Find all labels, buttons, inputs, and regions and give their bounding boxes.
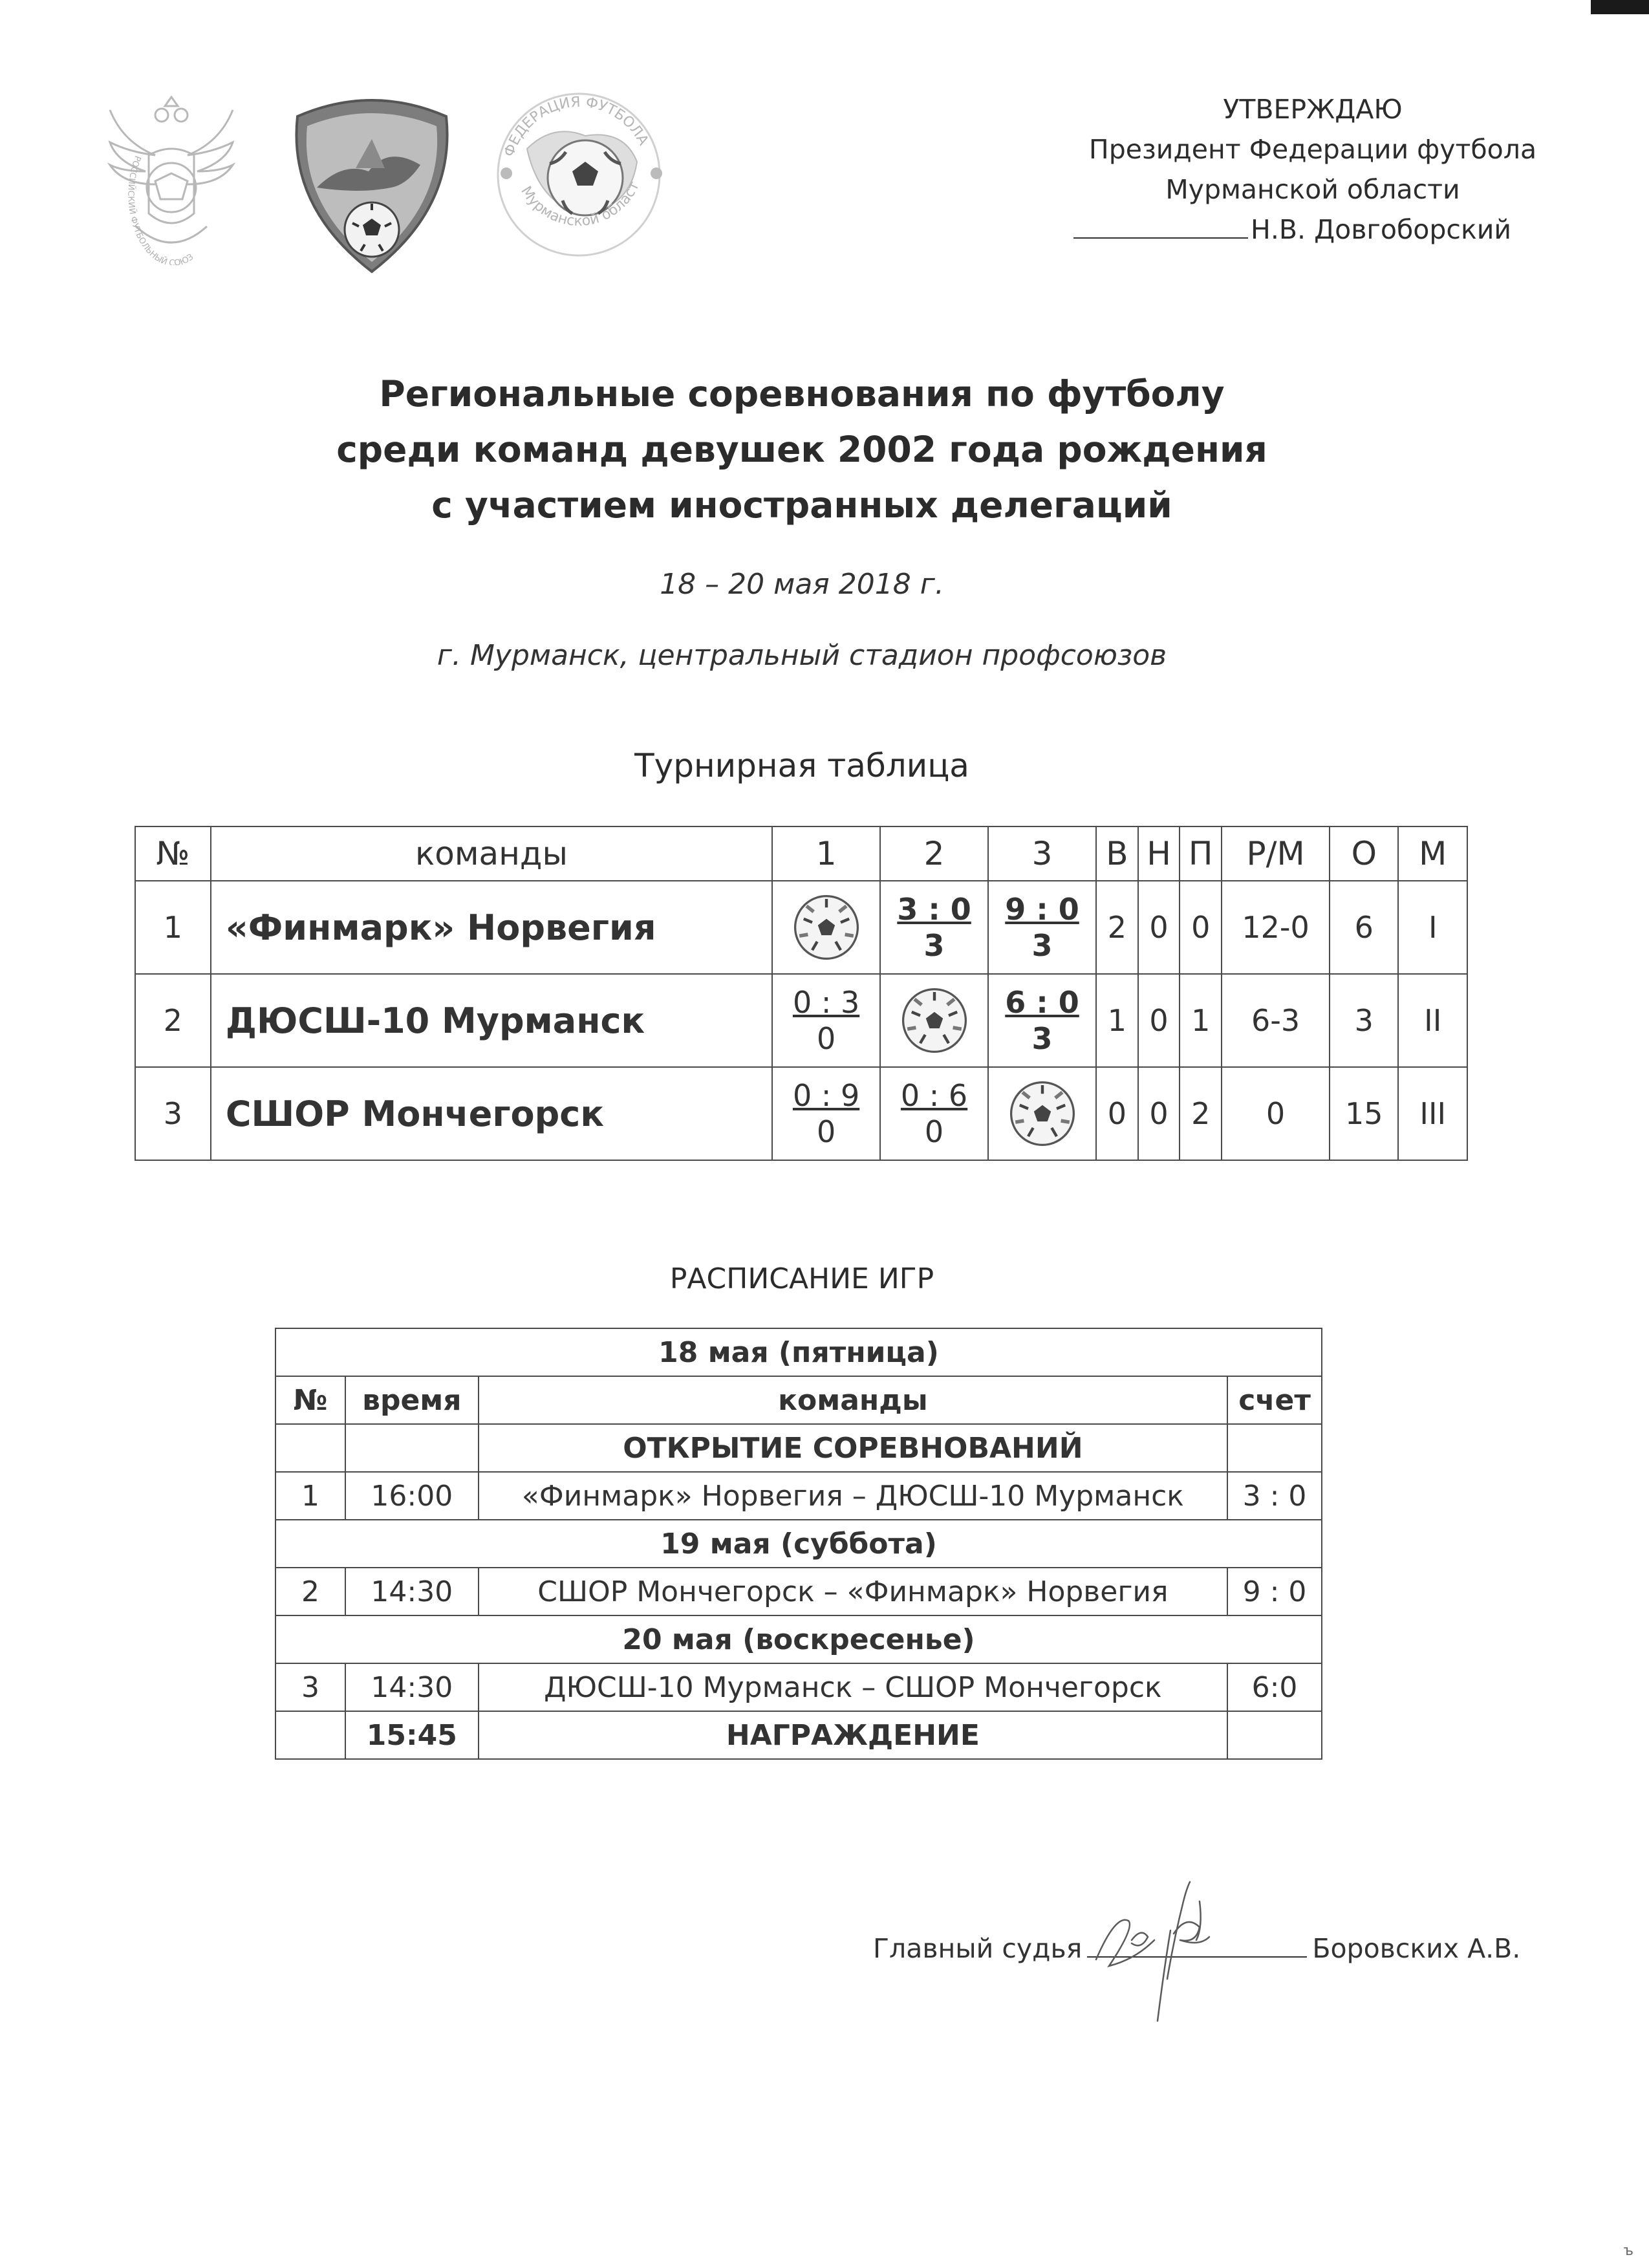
- schedule-row: [275, 1711, 1322, 1759]
- svg-text:ФЕДЕРАЦИЯ ФУТБОЛА: ФЕДЕРАЦИЯ ФУТБОЛА: [501, 94, 652, 159]
- game-number: 3: [275, 1663, 345, 1711]
- draws-value: 0: [1138, 881, 1180, 974]
- match-result: 0 : 9: [792, 1078, 860, 1113]
- header-time: время: [345, 1376, 479, 1424]
- game-time: 14:30: [345, 1663, 479, 1711]
- header-teams: команды: [479, 1376, 1227, 1424]
- game-score: 6:0: [1227, 1663, 1322, 1711]
- schedule-day-row: [275, 1520, 1322, 1568]
- game-number: 2: [275, 1568, 345, 1615]
- row-number: 2: [135, 974, 211, 1067]
- header-place: М: [1398, 826, 1467, 881]
- self-match-cell: [988, 1067, 1096, 1160]
- match-result: 0 : 6: [900, 1078, 968, 1113]
- team-name: СШОР Мончегорск: [211, 1067, 772, 1160]
- losses-value: 2: [1180, 1067, 1222, 1160]
- soccer-ball-icon: [899, 985, 970, 1056]
- header-teams: команды: [211, 826, 772, 881]
- event-dates: 18 – 20 мая 2018 г.: [660, 568, 944, 601]
- header-points: О: [1330, 826, 1398, 881]
- empty-cell: [275, 1711, 345, 1759]
- header-goals: Р/М: [1222, 826, 1330, 881]
- game-score: 9 : 0: [1227, 1568, 1322, 1615]
- self-match-cell: [880, 974, 988, 1067]
- place-value: I: [1398, 881, 1467, 974]
- approval-region: Мурманской области: [1165, 174, 1460, 205]
- match-result: 3 : 0: [897, 892, 971, 927]
- row-number: 1: [135, 881, 211, 974]
- standings-row: [135, 974, 1467, 1067]
- document-title: [0, 366, 1604, 533]
- match-score-cell: [772, 1067, 880, 1160]
- wins-value: 1: [1096, 974, 1138, 1067]
- ffmo-federation-logo: [482, 78, 676, 272]
- match-score-cell: [772, 974, 880, 1067]
- schedule-header-row: [275, 1376, 1322, 1424]
- draws-value: 0: [1138, 974, 1180, 1067]
- header-losses: П: [1180, 826, 1222, 881]
- team-name: «Финмарк» Норвегия: [211, 881, 772, 974]
- schedule-row: [275, 1568, 1322, 1615]
- award-ceremony: НАГРАЖДЕНИЕ: [479, 1711, 1227, 1759]
- schedule-day-row: [275, 1328, 1322, 1376]
- losses-value: 0: [1180, 881, 1222, 974]
- approval-name: Н.В. Довгоборский: [1251, 214, 1511, 245]
- header-wins: В: [1096, 826, 1138, 881]
- approval-block: [1054, 89, 1571, 250]
- schedule-row: [275, 1472, 1322, 1520]
- team-name: ДЮСШ-10 Мурманск: [211, 974, 772, 1067]
- soccer-ball-icon: [791, 892, 862, 963]
- match-result: 9 : 0: [1005, 892, 1079, 927]
- soccer-ball-icon: [1007, 1078, 1078, 1149]
- handwritten-signature: [1070, 1863, 1264, 2031]
- event-venue: г. Мурманск, центральный стадион профсоюзов: [436, 639, 1167, 672]
- title-line-1: Региональные соревнования по футболу: [379, 373, 1225, 415]
- row-number: 3: [135, 1067, 211, 1160]
- match-score-cell: [988, 881, 1096, 974]
- day-label: 18 мая (пятница): [275, 1328, 1322, 1376]
- self-match-cell: [772, 881, 880, 974]
- goals-value: 12-0: [1222, 881, 1330, 974]
- losses-value: 1: [1180, 974, 1222, 1067]
- game-teams: ДЮСШ-10 Мурманск – СШОР Мончегорск: [479, 1663, 1227, 1711]
- approval-heading: УТВЕРЖДАЮ: [1223, 94, 1403, 125]
- match-points: 3: [1031, 1021, 1053, 1056]
- match-points: 3: [923, 928, 945, 963]
- header-number: №: [135, 826, 211, 881]
- opening-ceremony: ОТКРЫТИЕ СОРЕВНОВАНИЙ: [479, 1424, 1227, 1472]
- game-teams: «Финмарк» Норвегия – ДЮСШ-10 Мурманск: [479, 1472, 1227, 1520]
- standings-row: [135, 1067, 1467, 1160]
- murmansk-football-logo: [278, 91, 466, 278]
- header-score: счет: [1227, 1376, 1322, 1424]
- wins-value: 2: [1096, 881, 1138, 974]
- match-points: 0: [924, 1114, 944, 1149]
- standings-table: [135, 826, 1468, 1161]
- header-col-3: 3: [988, 826, 1096, 881]
- header-col-1: 1: [772, 826, 880, 881]
- day-label: 20 мая (воскресенье): [275, 1615, 1322, 1663]
- match-score-cell: [880, 1067, 988, 1160]
- referee-name: Боровских А.В.: [1312, 1933, 1521, 1964]
- draws-value: 0: [1138, 1067, 1180, 1160]
- approval-signatory: [1054, 210, 1571, 250]
- rfs-emblem-logo: [97, 84, 246, 265]
- title-line-3: с участием иностранных делегаций: [431, 484, 1172, 526]
- game-score: 3 : 0: [1227, 1472, 1322, 1520]
- corner-mark: ъ: [1623, 2243, 1633, 2259]
- match-points: 0: [816, 1021, 836, 1056]
- standings-header-row: [135, 826, 1467, 881]
- empty-cell: [275, 1424, 345, 1472]
- match-result: 0 : 3: [792, 985, 860, 1020]
- place-value: II: [1398, 974, 1467, 1067]
- game-time: 16:00: [345, 1472, 479, 1520]
- wins-value: 0: [1096, 1067, 1138, 1160]
- referee-role: Главный судья: [873, 1933, 1083, 1964]
- match-score-cell: [880, 881, 988, 974]
- schedule-table: [275, 1328, 1322, 1760]
- game-teams: СШОР Мончегорск – «Финмарк» Норвегия: [479, 1568, 1227, 1615]
- match-points: 3: [1031, 928, 1053, 963]
- schedule-heading: РАСПИСАНИЕ ИГР: [669, 1262, 934, 1295]
- game-number: 1: [275, 1472, 345, 1520]
- match-result: 6 : 0: [1005, 985, 1079, 1020]
- svg-text:РОССИЙСКИЙ ФУТБОЛЬНЫЙ СОЮЗ: РОССИЙСКИЙ ФУТБОЛЬНЫЙ СОЮЗ: [125, 154, 196, 265]
- points-value: 15: [1330, 1067, 1398, 1160]
- empty-cell: [1227, 1424, 1322, 1472]
- schedule-day-row: [275, 1615, 1322, 1663]
- game-time: 14:30: [345, 1568, 479, 1615]
- empty-cell: [345, 1424, 479, 1472]
- header-col-2: 2: [880, 826, 988, 881]
- place-value: III: [1398, 1067, 1467, 1160]
- goals-value: 0: [1222, 1067, 1330, 1160]
- standings-heading: Турнирная таблица: [634, 747, 969, 784]
- header-draws: Н: [1138, 826, 1180, 881]
- match-score-cell: [988, 974, 1096, 1067]
- empty-cell: [1227, 1711, 1322, 1759]
- scan-mark: [1591, 0, 1649, 14]
- signature-blank-line: [1073, 211, 1248, 239]
- svg-text:Мурманской области: Мурманской област: [517, 178, 643, 230]
- points-value: 6: [1330, 881, 1398, 974]
- schedule-row: [275, 1424, 1322, 1472]
- schedule-row: [275, 1663, 1322, 1711]
- match-points: 0: [816, 1114, 836, 1149]
- standings-row: [135, 881, 1467, 974]
- title-line-2: среди команд девушек 2002 года рождения: [336, 429, 1267, 470]
- award-time: 15:45: [345, 1711, 479, 1759]
- goals-value: 6-3: [1222, 974, 1330, 1067]
- header-number: №: [275, 1376, 345, 1424]
- points-value: 3: [1330, 974, 1398, 1067]
- day-label: 19 мая (суббота): [275, 1520, 1322, 1568]
- approval-position: Президент Федерации футбола: [1088, 134, 1537, 165]
